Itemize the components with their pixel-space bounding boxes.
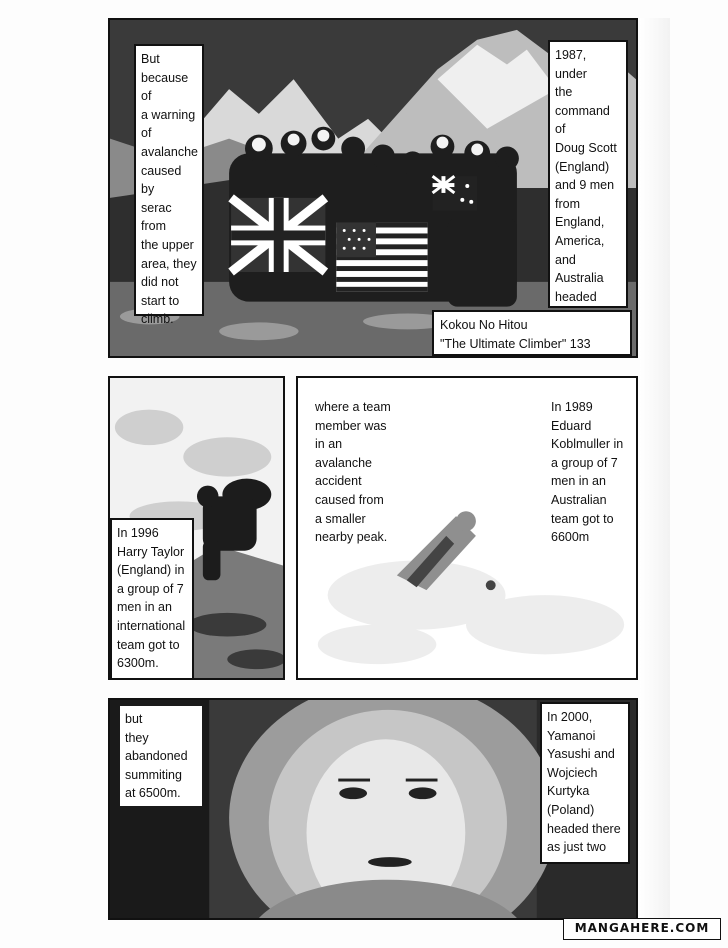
- caption-abandoned-6500m: but they abandoned summiting at 6500m.: [120, 706, 202, 806]
- panel-climber-on-slope: [108, 376, 285, 680]
- caption-avalanche-warning: But because of a warning of avalanche caused by serac from the upper area, they did not start to climb.: [134, 44, 204, 316]
- page-edge-shadow: [640, 18, 670, 918]
- caption-2000-yamanoi-kurtyka: In 2000, Yamanoi Yasushi and Wojciech Kurtyka (Poland) headed there as just two: [540, 702, 630, 864]
- watermark-badge: MANGAHERE.COM: [563, 918, 721, 940]
- caption-1989-koblmuller: In 1989 Eduard Koblmuller in a group of 7 men in an Australian team got to 6600m: [551, 400, 624, 545]
- panel-avalanche-accident: [296, 376, 638, 680]
- panel-climber-face-closeup: [108, 698, 638, 920]
- caption-1987-doug-scott: 1987, under the command of Doug Scott (England) and 9 men from England, America, and Australia headed: [548, 40, 628, 308]
- caption-1996-harry-taylor: In 1996 Harry Taylor (England) in a group of 7 men in an international team got to 6300m.: [110, 518, 194, 680]
- chapter-title-box: Kokou No Hitou "The Ultimate Climber" 133: [432, 310, 632, 356]
- panel-expedition-group-photo: [108, 18, 638, 358]
- caption-team-member-accident: where a team member was in an avalanche accident caused from a smaller nearby peak.: [315, 400, 391, 545]
